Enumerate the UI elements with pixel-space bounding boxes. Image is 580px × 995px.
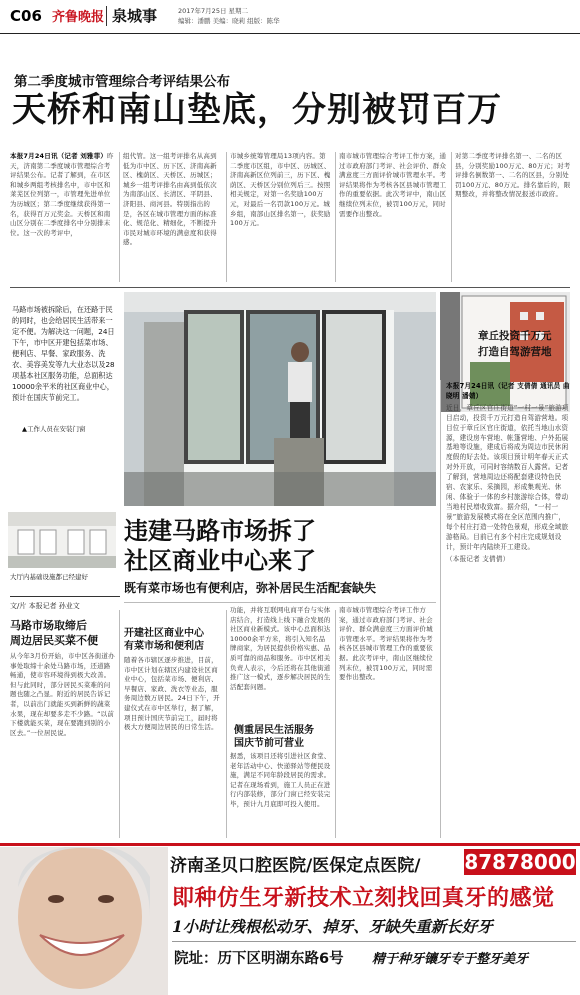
sidebar-lead-text: 马路市场被拆除后，在还路于民的同时，也会给居民生活带来一定不便。为解决这一问题，24日下午，市中区开建包括菜市场、便利店、早餐、家政服务、洗衣、美容美发等九大业态以及28项基本社区服务功能，总面积达10000余平米的社区商业中心，预计在国庆节前完工。 [12,305,115,402]
photo2-caption: 大厅内基础设施都已经建好 [10,573,88,581]
story2-subhead-1: 马路市场取缔后 周边居民买菜不便 [10,619,98,647]
divider [451,152,452,282]
ad-specialty-tag: 精于种牙镶牙专于整牙美牙 [372,952,529,967]
issue-date: 2017年7月25日 星期二 [178,7,249,15]
header-divider [106,6,107,26]
sidebar2-body [446,382,570,837]
story1-headline: 天桥和南山垫底，分别被罚百万 [12,90,502,130]
smiling-woman-photo [0,847,168,995]
window-installation-illustration [124,292,436,506]
worker-installing-window-photo [124,292,436,506]
story1-column-2: 组代管。这一组考评排名从高到低为市中区、历下区、济南高新区、槐荫区、天桥区、历城区；城乡一组考评排名由高到低依次为南部山区、长清区、平阴县、济阳县、商河县。特别指出的是，各区在城市管理方面的标准化、规范化、精细化，不断提升市民对城市环境的满意度和获得感。 [123,152,217,247]
divider [226,610,227,838]
header-meta [178,6,280,26]
story2-subtitle: 既有菜市场也有便利店，弥补居民生活配套缺失 [124,581,377,595]
story1-column-1 [10,152,116,284]
sidebar2-headline [478,328,552,360]
sidebar2-title-1: 章丘投资千万元 [478,330,552,342]
ad-top-rule [0,843,580,846]
story2-column-3: 功能，并将互联网电商平台与实体店结合，打造线上线下融合发展的社区商业新模式。该中心总面积达10000余平方米，将引入知名品牌商家，为居民提供价格实惠、品质可靠的商品和服务。市中区相关负责人表示，今后还将在其他街道推广这一模式，逐步解决居民的生活配套问题。 [230,606,331,691]
page-header [0,0,580,34]
ad-tagline: 1小时让残根松动牙、掉牙、牙缺失重新长好牙 [172,917,493,936]
rule [10,596,120,597]
story1-byline: 本报7月24日讯（记者 刘雅菲） [10,152,108,160]
section-title: 泉城事 [112,7,158,25]
section-rule [10,287,570,288]
story2-column-1: 从今年3月份开始，市中区各街道办事处取缔十余处马路市场，还道路畅通，使市容环境得到极大改善。但与此同时，部分居民买菜难的问题也随之凸显。附近的居民告诉记者，以前出门就能买到新鲜的蔬菜水果，现在却要多走不少路。“以前下楼就能买菜，现在要跑到别的小区去。”一位居民说。 [10,652,115,737]
divider [226,152,227,282]
story1-column-3: 市城乡统筹管理局13项内容。第二季度市区组，市中区、历城区、济南高新区位列前三，历下区、槐荫区、天桥区分别位列后三。按照相关规定，对第一名奖励100万元，对最后一名罚款100万元。城乡组，南部山区排名第一，获奖励100万元。 [230,152,331,228]
divider [440,380,441,838]
story1-column-5: 对第二季度考评排名第一、二名的区县，分别奖励100万元、80万元；对考评排名倒数第一、二名的区县，分别处罚100万元、80万元。排名靠后的，限期整改，并将整改情况报送市政府。 [455,152,571,199]
ad-header-bar [168,849,580,875]
hall-illustration [8,512,116,568]
sidebar2-credit: （本报记者 支倩倩） [446,555,510,564]
story2-headline [124,516,316,576]
sidebar2-byline: 本报7月24日讯（记者 支倩倩 通讯员 曲晓明 潘婧） [446,382,570,400]
ad-phone-number: 87878000 [464,850,576,874]
story1-text-1: 昨天，济南第二季度城市管理综合考评结果公布。记者了解到，在市区和城乡两组考核排名中，市中区和莱芜区位列第一，市管理先进单位为历城区；第二季度继续获得第一名，获得百万元奖金。天桥区和南山区分别在二季度排名中分别排末位。这一次的考评中， [10,152,114,237]
newspaper-logo: 齐鲁晚报 [52,10,105,25]
story2-headline-line-1: 违建马路市场拆了 [124,517,316,545]
sidebar2-text: 近日，章丘区官庄街道“一村一景”旅游项目启动，投资千万元打造自驾游营地。项目位于章丘区官庄街道，依托当地山水资源，建设房车营地、帐篷营地、户外拓展基地等设施，建成后将成为周边市民休闲度假的好去处。该项目预计明年春天正式对外开放，可同时容纳数百人露营。记者了解到，营地周边还将配套建设特色民宿、农家乐、采摘园，形成集观光、休闲、体验于一体的乡村旅游综合体，带动当地村民增收致富。据介绍，“一村一景”旅游发展模式将在全区范围内推广，每个村庄打造一处特色景观，形成全域旅游格局。目前已有多个村庄完成规划设计，预计年内陆续开工建设。 [446,403,569,551]
community-hall-photo [8,512,116,568]
story2-column-4: 南市城市管理综合考评工作方案，通过市政府部门考评、社会评价、群众满意度三方面评价城市管理水平。考评结果将作为考核各区县城市管理工作的重要依据。此次考评中，南山区继续位列末位，被罚100万元，同时需要作出整改。 [339,606,433,682]
story2-subhead-2: 开建社区商业中心 有菜市场和便利店 [124,628,204,652]
divider [335,152,336,282]
page-number: C06 [10,7,42,25]
story2-column-3b: 据悉，该项目还将引进社区食堂、老年活动中心、快递驿站等便民设施，满足不同年龄段居民的需求。记者在现场看到，施工人员正在进行内部装修，部分门窗已经安装完毕，预计九月底即可投入使用。 [230,752,331,808]
dental-hospital-ad [0,843,580,995]
sidebar2-title-2: 打造自驾游营地 [478,346,552,358]
divider [335,610,336,838]
rule [124,602,436,603]
ad-hospital-name: 济南圣贝口腔医院/医保定点医院/ [170,856,421,876]
story1-kicker: 第二季度城市管理综合考评结果公布 [14,74,230,90]
divider [119,610,120,838]
ad-address: 院址：历下区明湖东路6号 [174,951,344,967]
ad-slogan: 即种仿生牙新技术立刻找回真牙的感觉 [172,886,555,911]
editor-credits: 编辑：潘鹏 美编：晓莉 组版：陈华 [178,17,280,25]
divider [119,152,120,282]
story1-column-4: 南市城市管理综合考评工作方案，通过市政府部门考评、社会评价、群众满意度三方面评价城市管理水平。考评结果将作为考核各区县城市管理工作的重要依据。此次考评中，南山区继续位列末位，被罚100万元，同时需要作出整改。 [339,152,447,218]
photo1-caption: ▲工作人员在安装门窗 [22,425,86,433]
story2-column-2: 随着各市辖区逐步推进，目前，市中区计划在辖区内建设社区商业中心，包括菜市场、便利店、早餐店、家政、洗衣等业态，服务周边数万居民。24日下午，开建仪式在市中区举行，据了解，项目预计国庆节前完工，届时将极大方便周边居民的日常生活。 [124,656,220,732]
story2-subhead-3: 侧重居民生活服务 国庆节前可营业 [234,725,314,749]
story2-headline-line-2: 社区商业中心来了 [124,547,316,575]
ad-footer [172,941,576,967]
story2-byline: 文/片 本报记者 孙业文 [10,602,80,610]
